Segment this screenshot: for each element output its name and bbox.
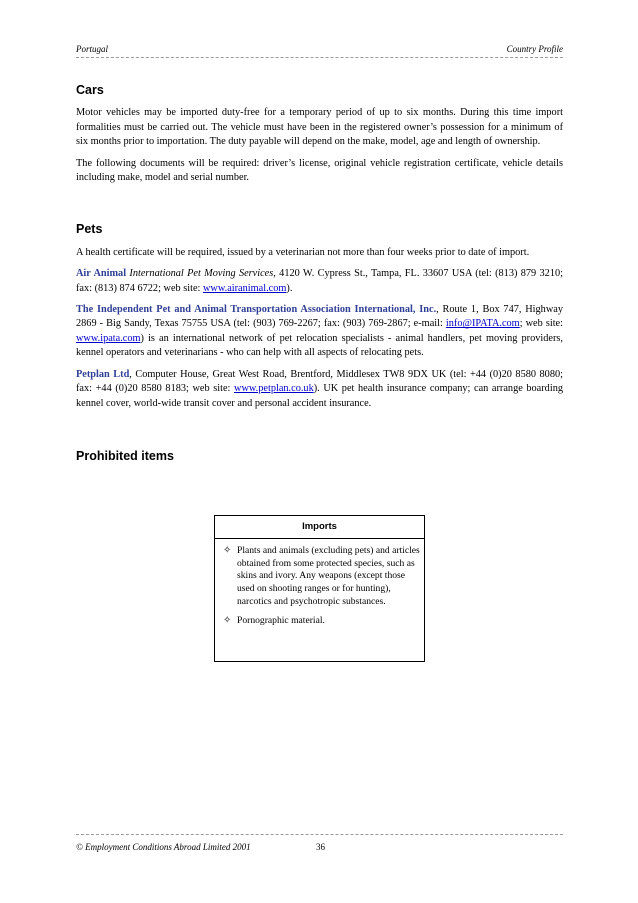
pets-heading: Pets [76,222,103,237]
air-animal-subtitle: International Pet Moving Services [129,268,274,280]
imports-table [214,515,425,662]
ipata-paragraph [76,303,563,361]
petplan-end: ). UK pet health insurance company; can arrange boarding kennel cover, world-wide transit cover and personal accident insurance. [76,383,563,409]
footer-divider [76,834,563,835]
diamond-bullet-icon: ✧ [223,544,232,556]
cars-heading: Cars [76,83,104,97]
air-animal-link[interactable]: www.airanimal.com [202,282,287,294]
prohibited-heading: Prohibited items [76,448,174,463]
diamond-bullet-icon: ✧ [223,614,232,626]
cars-paragraph-1: Motor vehicles may be imported duty-free for a temporary period of up to six months. During this time import formalities must be carried out. The vehicle must have been in the registered owner’s possession for a minimum of six months prior to importation. The duty payable will depend on the make, model, age and length of ownership. [76,107,563,148]
ipata-text: , Route 1, Box 747, Highway 2869 - Big Sandy, Texas 75755 USA (tel: (903) 769-2267; fax: (903) 769-2867; e-mail: [76,304,563,330]
ipata-email-link[interactable]: info@IPATA.com [445,318,520,330]
air-animal-paragraph [76,267,563,296]
air-animal-name: Air Animal [76,268,127,280]
page-footer [76,842,325,852]
imports-item [215,615,424,628]
header-doc-title: Country Profile [506,44,563,54]
petplan-name: Petplan Ltd [76,368,130,380]
ipata-name: The Independent Pet and Animal Transportation Association International, Inc. [76,304,437,316]
header-country: Portugal [76,44,109,54]
petplan-text: , Computer House, Great West Road, Brentford, Middlesex TW8 9DX UK (tel: +44 (0)20 8580 8080; fax: +44 (0)20 8580 8183; web site: [76,368,563,395]
imports-item-text: Plants and animals (excluding pets) and articles obtained from some protected species, such as skins and ivory. Any weapons (except those used on shooting ranges or for hunting), narcotics and psychotropic substances. [237,544,420,607]
ipata-end: ) is an international network of pet relocation specialists - animal handlers, pet moving providers, kennel operators and veterinarians - who can help with all aspects of relocating pets. [76,332,563,359]
page-header [76,44,563,54]
ipata-mid: ; web site: [519,318,563,330]
pets-paragraph-1: A health certificate will be required, issued by a veterinarian not more than four weeks prior to date of import. [76,246,530,258]
petplan-link[interactable]: www.petplan.co.uk [234,383,314,395]
imports-table-header: Imports [215,516,424,539]
ipata-web-link[interactable]: www.ipata.com [76,332,141,344]
imports-item [215,545,424,609]
petplan-paragraph [76,368,563,411]
page-number: 36 [316,842,325,852]
cars-paragraph-2: The following documents will be required: driver’s license, original vehicle registration certificate, vehicle details including make, model and serial number. [76,157,563,184]
footer-copyright: © Employment Conditions Abroad Limited 2001 [76,842,251,852]
imports-item-text: Pornographic material. [237,614,325,626]
air-animal-end: ). [286,282,293,294]
air-animal-text: , 4120 W. Cypress St., Tampa, FL. 33607 USA (tel: (813) 879 3210; fax: (813) 874 6722; web site: [76,268,563,294]
main-content [76,83,563,463]
header-divider [76,57,563,58]
